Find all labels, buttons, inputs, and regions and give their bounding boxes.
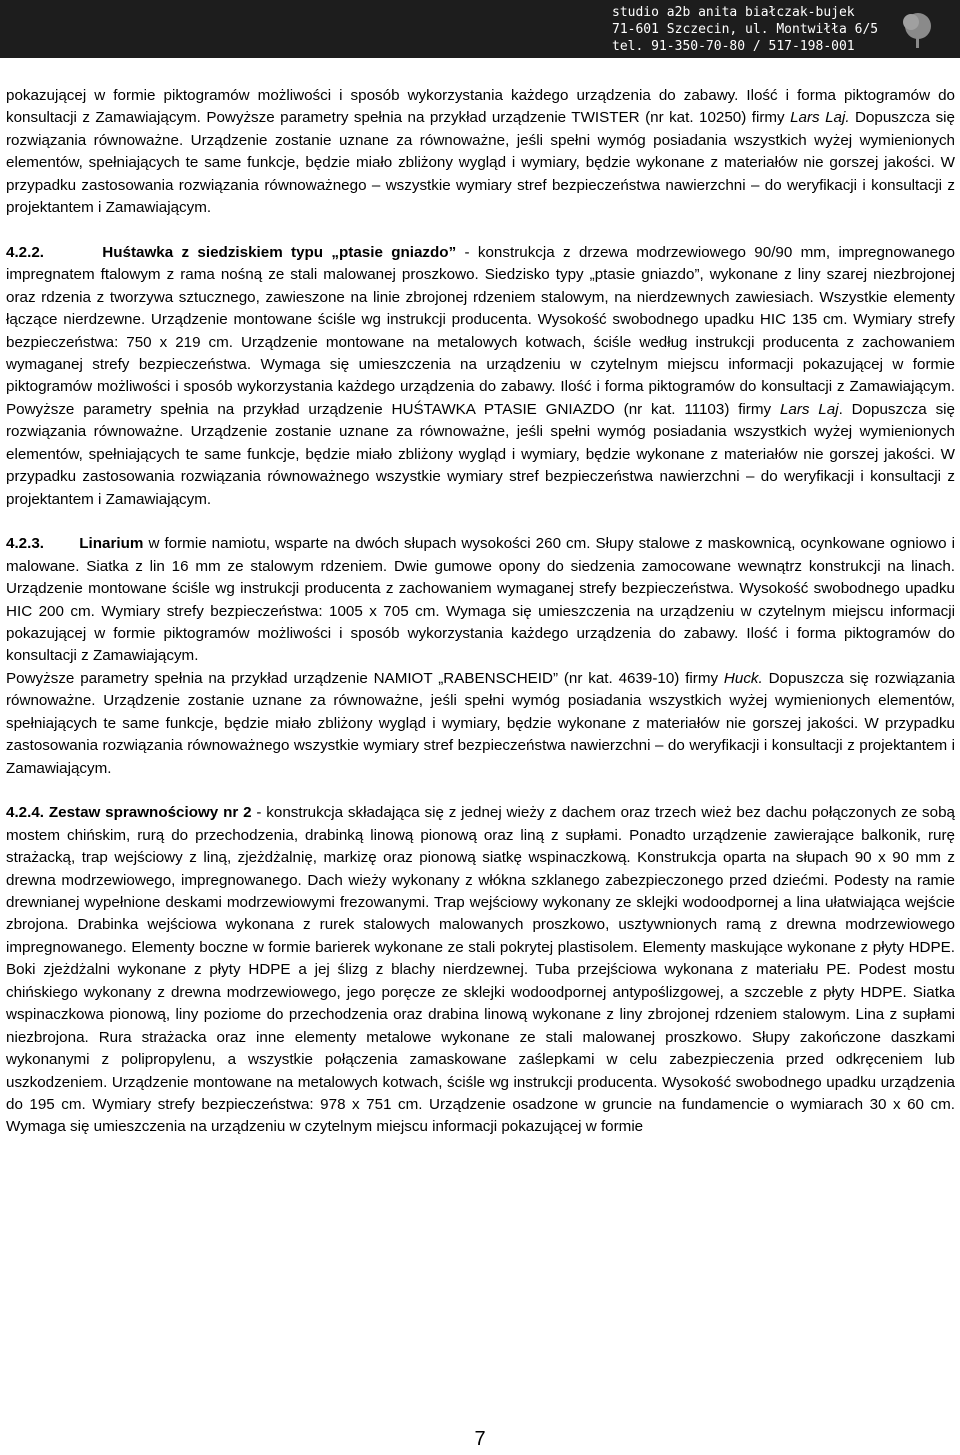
section-4-2-4 — [6, 802, 955, 1139]
section-text: w formie namiotu, wsparte na dwóch słupach wysokości 260 cm. Słupy stalowe z maskownicą, ocynkowane ogniowo i malowane. Siatka z lin 16 mm ze stalowym rdzeniem. Dwie gumowe opony do siedzenia zamocowane wewnątrz konstrukcji na linach. Urządzenie montowane ściśle wg instrukcji producenta z zachowaniem wymaganej strefy bezpieczeństwa. Wysokość swobodnego upadku HIC 200 cm. Wymiary strefy bezpieczeństwa: 1005 x 705 cm. Wymaga się umieszczenia na urządzeniu w czytelnym miejscu informacji pokazującej w formie piktogramów możliwości i sposób wykorzystania każdego urządzenia do zabawy. Ilość i forma piktogramów do konsultacji z Zamawiającym. — [6, 535, 955, 665]
section-number: 4.2.4. — [6, 804, 44, 822]
section-4-2-3 — [6, 533, 955, 780]
section-text-2: Powyższe parametry spełnia na przykład urządzenie NAMIOT „RABENSCHEID” (nr kat. 4639-10) firmy — [6, 669, 724, 687]
intro-text: pokazującej w formie piktogramów możliwości i sposób wykorzystania każdego urządzenia do zabawy. Ilość i forma piktogramów do konsultacji z Zamawiającym. Powyższe parametry spełnia na przykład urządzenie TWISTER (nr kat. 10250) firmy — [6, 87, 955, 127]
page-number: 7 — [474, 1428, 486, 1450]
section-number: 4.2.3. — [6, 535, 44, 553]
section-4-2-2 — [6, 242, 955, 511]
header-bar — [0, 0, 960, 58]
section-text: - konstrukcja składająca się z jednej wieży z dachem oraz trzech wież bez dachu połączonych ze sobą mostem chińskim, rurą do przechodzenia, drabinką linową pionową oraz liną z supłami. Ponadto urządzenie zawierające balkonik, rurę strażacką, trap wejściowy z liną, zjeżdżalnię, markizę oraz pionową siatkę wspinaczkową. Konstrukcja oparta na słupach 90 x 90 mm z drewna modrzewiowego, impregnowanego. Dach wieży wykonany z włókna szklanego zabezpieczonego przed dziećmi. Podesty na ramie drewnianej wypełnione deskami modrzewiowymi frezowanymi. Trap wejściowy wykonany ze sklejki wodoodpornej a lina ułatwiająca wejście zbrojona. Drabinka wejściowa wykonana z rurek stalowych malowanych proszkowo, usztywnionych ramą z drewna modrzewiowego impregnowanego. Elementy boczne w formie barierek wykonane ze stali pokrytej plastisolem. Elementy maskujące wykonane z płyty HDPE. Boki zjeżdżalni wykonane z płyty HDPE a jej ślizg z blachy nierdzewnej. Tuba przejściowa wykonana z materiału PE. Podest mostu chińskiego wykonany z drewna modrzewiowego, jego poręcze ze sklejki wodoodpornej antypoślizgowej, a szczeble z płyty HDPE. Siatka wspinaczkowa pionową, liny poziome do przechodzenia oraz drabina linową wykonane z liny zbrojonej rdzeniem stalowym. Lina z supłami niezbrojona. Rura strażacka oraz inne elementy metalowe wykonane ze stali malowanej proszkowo. Słupy zakończone daszkami wykonanymi z polipropylenu, a wszystkie połączenia zamaskowane zaślepkami w celu zabezpieczenia przed odkręceniem lub uszkodzeniem. Urządzenie montowane na metalowych kotwach, ściśle wg instrukcji producenta. Wysokość swobodnego upadku urządzenia do 195 cm. Wymiary strefy bezpieczeństwa: 978 x 751 cm. Urządzenie osadzone w gruncie na fundamencie o wymiarach 30 x 60 cm. Wymaga się umieszczenia na urządzeniu w czytelnym miejscu informacji pokazującej w formie — [6, 804, 955, 1136]
section-text-2: . Dopuszcza się rozwiązania równoważne. Urządzenie zostanie uznane za równoważne, jeśli spełni wymóg posiadania wszystkich wyżej wymienionych elementów, spełniających te same funkcje, będzie miało zbliżony wygląd i wymiary, będzie wykonane z materiałów nie gorszej jakości. W przypadku zastosowania rozwiązania równoważnego wszystkie wymiary stref bezpieczeństwa nawierzchni – do weryfikacji i konsultacji z projektantem i Zamawiającym. — [6, 400, 955, 508]
studio-contact — [612, 4, 879, 55]
document-body — [6, 85, 955, 1139]
section-text-3: Dopuszcza się rozwiązania równoważne. Urządzenie zostanie uznane za równoważne, jeśli spełni wymóg posiadania wszystkich wyżej wymienionych elementów, spełniających te same funkcje, będzie miało zbliżony wygląd i wymiary, będzie wykonane z materiałów nie gorszej jakości. W przypadku zastosowania rozwiązania równoważnego wszystkie wymiary stref bezpieczeństwa nawierzchni – do weryfikacji i konsultacji z projektantem i Zamawiającym. — [6, 669, 955, 777]
section-text: - konstrukcja z drzewa modrzewiowego 90/90 mm, impregnowanego impregnatem ftalowym z rama nośną ze stali malowanej proszkowo. Siedzisko typy „ptasie gniazdo”, wykonane z liny szarej niezbrojonej oraz rdzenia z tworzywa sztucznego, zawieszone na linie zbrojonej rdzeniem stalowym, na nierdzewnych zawiesiach. Wszystkie elementy łączące nierdzewne. Urządzenie montowane ściśle wg instrukcji producenta. Wysokość swobodnego upadku HIC 135 cm. Wymiary strefy bezpieczeństwa: 750 x 219 cm. Urządzenie montowane na metalowych kotwach, ściśle według instrukcji producenta z zachowaniem wymaganej strefy bezpieczeństwa. Wymaga się umieszczenia na urządzeniu w czytelnym miejscu informacji pokazującej w formie piktogramów możliwości i sposób wykorzystania każdego urządzenia do zabawy. Ilość i forma piktogramów do konsultacji z Zamawiającym. Powyższe parametry spełnia na przykład urządzenie HUŚTAWKA PTASIE GNIAZDO (nr kat. 11103) firmy — [6, 243, 955, 418]
intro-text-2: Dopuszcza się rozwiązania równoważne. Urządzenie zostanie uznane za równoważne, jeśli spełni wymóg posiadania wszystkich wyżej wymienionych elementów, spełniających te same funkcje, będzie miało zbliżony wygląd i wymiary, będzie wykonane z materiałów nie gorszej jakości. W przypadku zastosowania rozwiązania równoważnego – wszystkie wymiary stref bezpieczeństwa nawierzchni – do weryfikacji i konsultacji z projektantem i Zamawiającym. — [6, 109, 955, 217]
section-number: 4.2.2. — [6, 243, 44, 261]
section-title: Huśtawka z siedziskiem typu „ptasie gniazdo” — [102, 243, 457, 261]
studio-address: 71-601 Szczecin, ul. Montwiłła 6/5 — [612, 22, 879, 37]
paragraph-intro — [6, 85, 955, 220]
studio-name: studio a2b anita białczak-bujek — [612, 5, 855, 20]
section-brand: Lars Laj — [779, 400, 839, 418]
tree-logo-icon — [892, 6, 938, 52]
section-brand: Huck. — [723, 669, 763, 687]
studio-phone: tel. 91-350-70-80 / 517-198-001 — [612, 39, 855, 54]
section-title: Zestaw sprawnościowy nr 2 — [48, 804, 252, 822]
section-title: Linarium — [79, 535, 144, 553]
intro-brand: Lars Laj. — [790, 109, 850, 127]
